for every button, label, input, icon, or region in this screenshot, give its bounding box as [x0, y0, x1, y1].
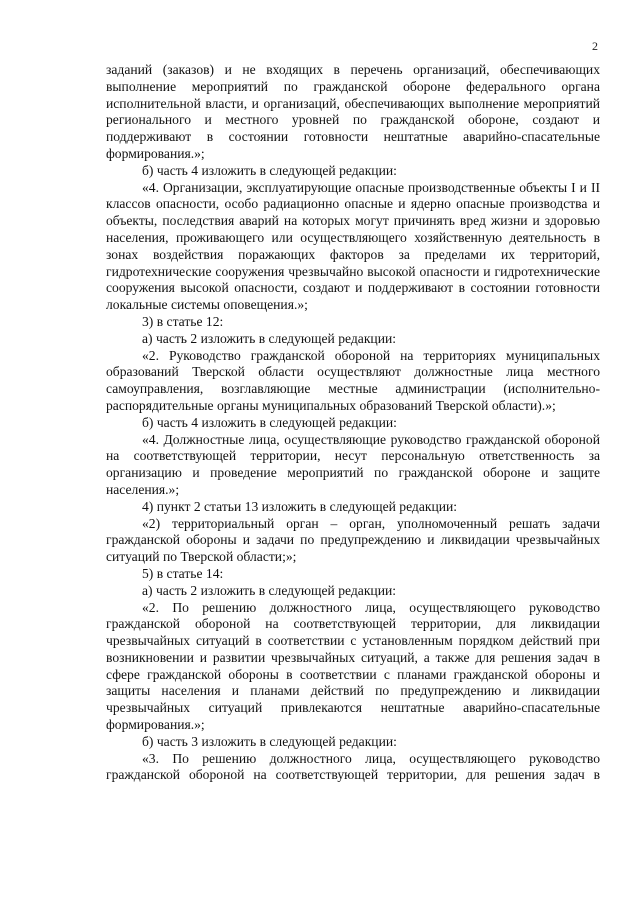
paragraph-11: 5) в статье 14: — [142, 565, 224, 581]
paragraph-9: 4) пункт 2 статьи 13 изложить в следующей редакции: — [142, 498, 458, 514]
paragraph-3: «4. Организации, эксплуатирующие опасные производственные объекты I и II классов опасности, особо радиационно опасные и ядерно опасные производства и объекты, последствия аварий на которых могут причинять вред жизни и здоровью населения, проживающего или осуществляющего хозяйственную деятельность в зонах воздействия поражающих факторов за пределами их территорий, гидротехнические сооружения чрезвычайно высокой опасности и гидротехнические сооружения высокой опасности, создают и поддерживают в состоянии готовности локальные системы оповещения.»; — [106, 179, 600, 313]
paragraph-1: заданий (заказов) и не входящих в перечень организаций, обеспечивающих выполнение мероприятий по гражданской обороне федерального органа исполнительной власти, и организаций, обеспечивающих выполнение мероприятий регионального и местного уровней по гражданской обороне, создают и поддерживают в состоянии готовности нештатные аварийно-спасательные формирования.»; — [106, 62, 600, 161]
paragraph-15: «3. По решению должностного лица, осуществляющего руководство гражданской обороной на соответствующей территории, для решения задач в — [106, 750, 600, 783]
paragraph-10: «2) территориальный орган – орган, уполномоченный решать задачи гражданской обороны и задачи по предупреждению и ликвидации чрезвычайных ситуаций по Тверской области;»; — [106, 515, 600, 565]
paragraph-14: б) часть 3 изложить в следующей редакции: — [142, 733, 397, 749]
paragraph-4: 3) в статье 12: — [142, 313, 224, 329]
paragraph-6: «2. Руководство гражданской обороной на территориях муниципальных образований Тверской области осуществляют должностные лица местного самоуправления, возглавляющие местные администрации (исполнительно-распорядительные органы муниципальных образований Тверской области).»; — [106, 347, 600, 413]
page-number: 2 — [592, 39, 598, 53]
paragraph-12: а) часть 2 изложить в следующей редакции: — [142, 582, 397, 598]
paragraph-5: а) часть 2 изложить в следующей редакции: — [142, 330, 397, 346]
paragraph-7: б) часть 4 изложить в следующей редакции: — [142, 414, 397, 430]
paragraph-13: «2. По решению должностного лица, осуществляющего руководство гражданской обороной на соответствующей территории, для ликвидации чрезвычайных ситуаций в соответствии с установленным порядком действий при возникновении и развитии чрезвычайных ситуаций, а также для решения задач в сфере гражданской обороны в соответствии с планами гражданской обороны и защиты населения и планами действий по предупреждению и ликвидации чрезвычайных ситуаций привлекаются нештатные аварийно-спасательные формирования.»; — [106, 599, 600, 733]
paragraph-8: «4. Должностные лица, осуществляющие руководство гражданской обороной на соответствующей территории, несут персональную ответственность за организацию и проведение мероприятий по гражданской обороне и защите населения.»; — [106, 431, 600, 497]
paragraph-2: б) часть 4 изложить в следующей редакции: — [142, 162, 397, 178]
document-body — [106, 62, 600, 784]
